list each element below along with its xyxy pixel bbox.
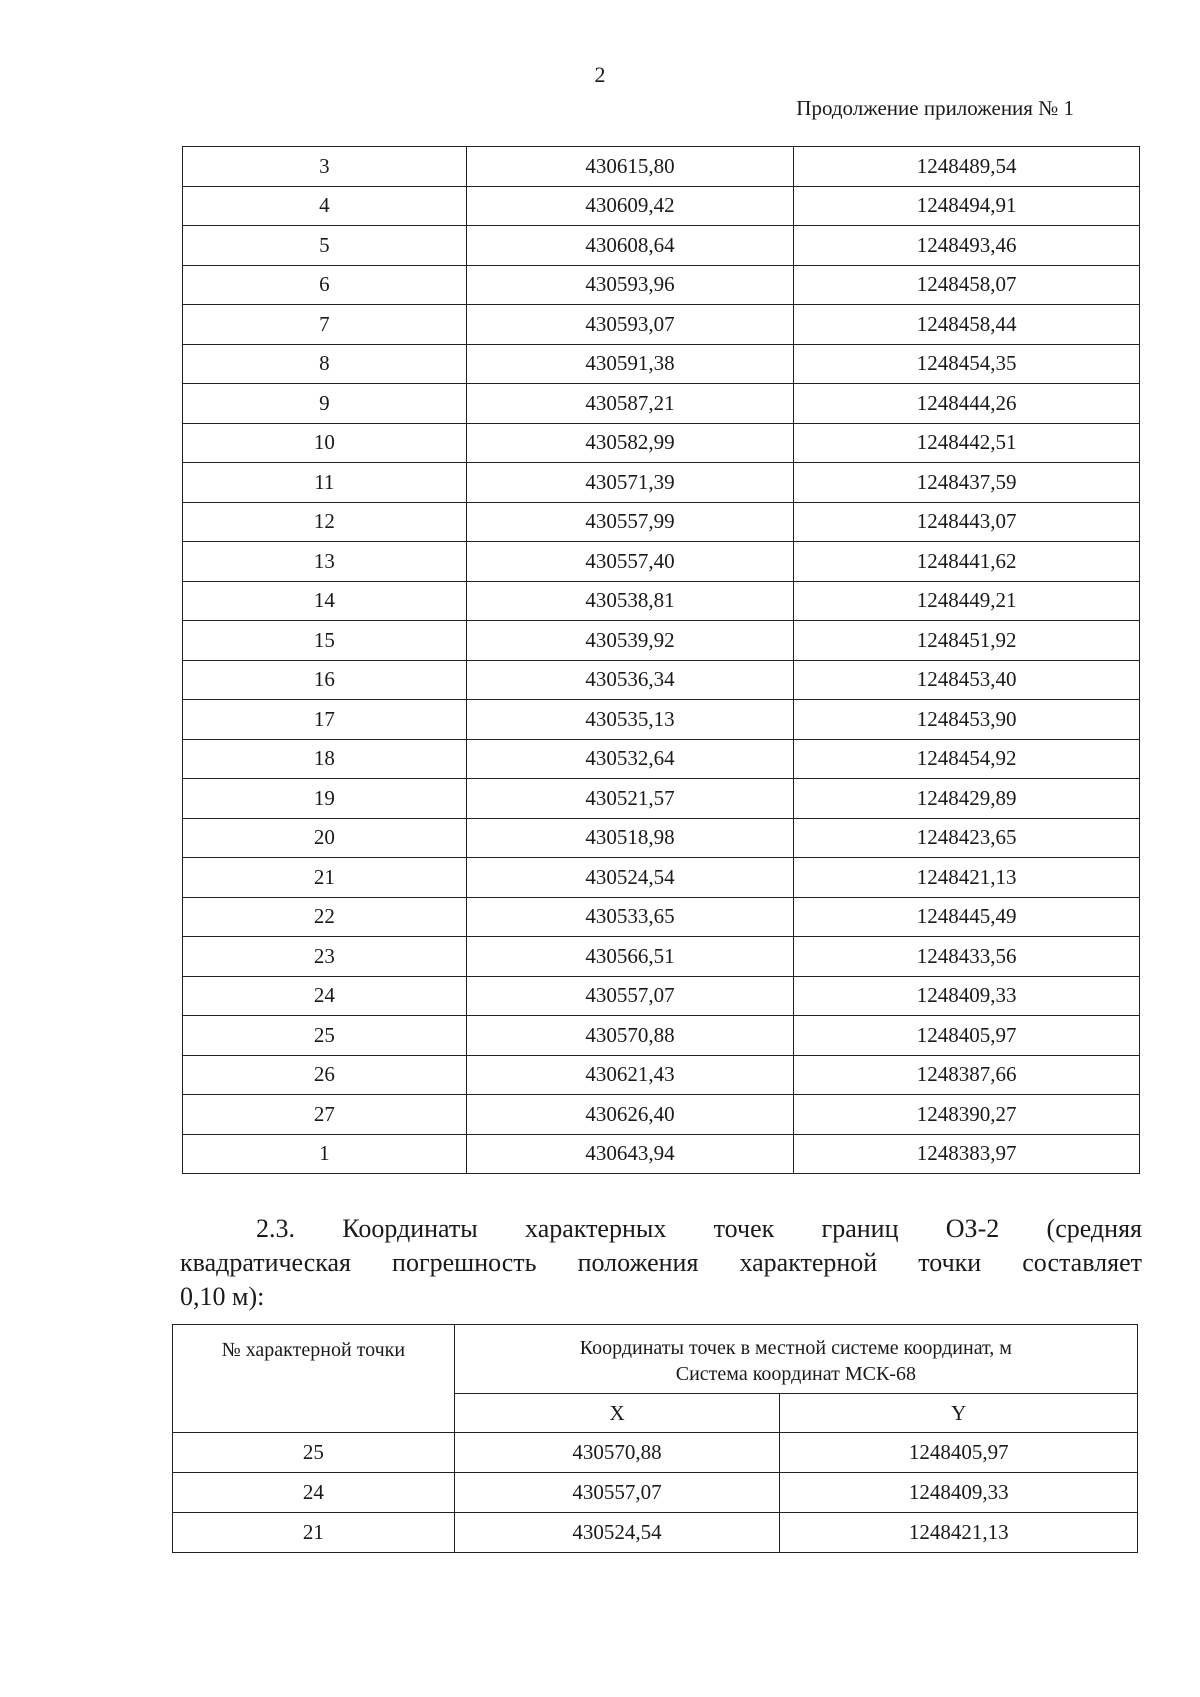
x-coordinate-cell: 430582,99 [466, 423, 794, 463]
table-row [173, 1513, 1138, 1553]
point-number-cell: 17 [183, 700, 467, 740]
point-number-cell: 21 [183, 858, 467, 898]
table-row [173, 1433, 1138, 1473]
y-coordinate-cell: 1248445,49 [794, 897, 1140, 937]
x-coordinate-cell: 430533,65 [466, 897, 794, 937]
point-number-cell: 18 [183, 739, 467, 779]
oz2-coordinates-table [172, 1324, 1138, 1553]
table-row [183, 1016, 1140, 1056]
x-coordinate-cell: 430524,54 [466, 858, 794, 898]
header-coordinates-line2: Система координат МСК-68 [675, 1363, 916, 1385]
point-number-cell: 27 [183, 1095, 467, 1135]
point-number-cell: 11 [183, 463, 467, 503]
x-coordinate-cell: 430524,54 [454, 1513, 780, 1553]
y-coordinate-cell: 1248387,66 [794, 1055, 1140, 1095]
y-coordinate-cell: 1248454,35 [794, 344, 1140, 384]
x-coordinate-cell: 430571,39 [466, 463, 794, 503]
oz2-table-body [173, 1433, 1138, 1553]
table-row [183, 818, 1140, 858]
point-number-cell: 26 [183, 1055, 467, 1095]
table-row [183, 502, 1140, 542]
y-coordinate-cell: 1248444,26 [794, 384, 1140, 424]
y-coordinate-cell: 1248454,92 [794, 739, 1140, 779]
point-number-cell: 7 [183, 305, 467, 345]
y-coordinate-cell: 1248421,13 [794, 858, 1140, 898]
table-row [183, 384, 1140, 424]
point-number-cell: 5 [183, 226, 467, 266]
appendix-continuation-label: Продолжение приложения № 1 [796, 96, 1074, 120]
table-row [183, 976, 1140, 1016]
x-coordinate-cell: 430626,40 [466, 1095, 794, 1135]
section-text-line: 2.3. Координаты характерных точек границ ОЗ-2 (средняя [256, 1214, 1142, 1243]
point-number-cell: 9 [183, 384, 467, 424]
x-coordinate-cell: 430591,38 [466, 344, 794, 384]
y-coordinate-cell: 1248409,33 [780, 1473, 1138, 1513]
table-row [183, 344, 1140, 384]
x-coordinate-cell: 430532,64 [466, 739, 794, 779]
point-number-cell: 22 [183, 897, 467, 937]
x-coordinate-cell: 430536,34 [466, 660, 794, 700]
table-row [183, 739, 1140, 779]
y-coordinate-cell: 1248443,07 [794, 502, 1140, 542]
point-number-cell: 15 [183, 621, 467, 661]
table-row [183, 621, 1140, 661]
y-coordinate-cell: 1248453,40 [794, 660, 1140, 700]
x-coordinate-cell: 430539,92 [466, 621, 794, 661]
table-row [183, 305, 1140, 345]
y-coordinate-cell: 1248437,59 [794, 463, 1140, 503]
header-x: X [454, 1394, 780, 1433]
point-number-cell: 25 [173, 1433, 455, 1473]
x-coordinate-cell: 430518,98 [466, 818, 794, 858]
table-row [183, 226, 1140, 266]
table-row [183, 265, 1140, 305]
y-coordinate-cell: 1248449,21 [794, 581, 1140, 621]
y-coordinate-cell: 1248383,97 [794, 1134, 1140, 1174]
coordinates-table-continued [182, 146, 1140, 1174]
y-coordinate-cell: 1248442,51 [794, 423, 1140, 463]
x-coordinate-cell: 430593,07 [466, 305, 794, 345]
point-number-cell: 4 [183, 186, 467, 226]
x-coordinate-cell: 430608,64 [466, 226, 794, 266]
y-coordinate-cell: 1248409,33 [794, 976, 1140, 1016]
y-coordinate-cell: 1248433,56 [794, 937, 1140, 977]
y-coordinate-cell: 1248493,46 [794, 226, 1140, 266]
x-coordinate-cell: 430643,94 [466, 1134, 794, 1174]
table-row [183, 1055, 1140, 1095]
y-coordinate-cell: 1248390,27 [794, 1095, 1140, 1135]
header-coordinates [454, 1325, 1137, 1394]
table-row [183, 147, 1140, 187]
x-coordinate-cell: 430593,96 [466, 265, 794, 305]
point-number-cell: 13 [183, 542, 467, 582]
table-row [183, 700, 1140, 740]
table-row [183, 423, 1140, 463]
point-number-cell: 24 [183, 976, 467, 1016]
x-coordinate-cell: 430570,88 [466, 1016, 794, 1056]
point-number-cell: 3 [183, 147, 467, 187]
table-row [183, 581, 1140, 621]
x-coordinate-cell: 430587,21 [466, 384, 794, 424]
x-coordinate-cell: 430557,07 [466, 976, 794, 1016]
header-point-number: № характерной точки [173, 1325, 455, 1433]
section-text-line: 0,10 м): [180, 1282, 265, 1311]
x-coordinate-cell: 430609,42 [466, 186, 794, 226]
y-coordinate-cell: 1248405,97 [794, 1016, 1140, 1056]
table-row [173, 1473, 1138, 1513]
table-row [183, 1095, 1140, 1135]
table-row [183, 779, 1140, 819]
y-coordinate-cell: 1248405,97 [780, 1433, 1138, 1473]
y-coordinate-cell: 1248453,90 [794, 700, 1140, 740]
header-y: Y [780, 1394, 1138, 1433]
x-coordinate-cell: 430615,80 [466, 147, 794, 187]
x-coordinate-cell: 430538,81 [466, 581, 794, 621]
section-text-line: квадратическая погрешность положения характерной точки составляет [180, 1248, 1142, 1277]
point-number-cell: 19 [183, 779, 467, 819]
y-coordinate-cell: 1248451,92 [794, 621, 1140, 661]
page-number: 2 [594, 62, 606, 87]
table-row [183, 463, 1140, 503]
y-coordinate-cell: 1248458,44 [794, 305, 1140, 345]
y-coordinate-cell: 1248423,65 [794, 818, 1140, 858]
table-row [183, 542, 1140, 582]
point-number-cell: 1 [183, 1134, 467, 1174]
table-row [183, 897, 1140, 937]
x-coordinate-cell: 430535,13 [466, 700, 794, 740]
section-2-3-paragraph [180, 1212, 1142, 1314]
point-number-cell: 24 [173, 1473, 455, 1513]
x-coordinate-cell: 430557,07 [454, 1473, 780, 1513]
point-number-cell: 8 [183, 344, 467, 384]
y-coordinate-cell: 1248458,07 [794, 265, 1140, 305]
table-row [183, 660, 1140, 700]
x-coordinate-cell: 430621,43 [466, 1055, 794, 1095]
point-number-cell: 16 [183, 660, 467, 700]
x-coordinate-cell: 430557,99 [466, 502, 794, 542]
y-coordinate-cell: 1248441,62 [794, 542, 1140, 582]
point-number-cell: 12 [183, 502, 467, 542]
point-number-cell: 20 [183, 818, 467, 858]
point-number-cell: 21 [173, 1513, 455, 1553]
x-coordinate-cell: 430557,40 [466, 542, 794, 582]
x-coordinate-cell: 430521,57 [466, 779, 794, 819]
y-coordinate-cell: 1248421,13 [780, 1513, 1138, 1553]
table-row [183, 186, 1140, 226]
y-coordinate-cell: 1248429,89 [794, 779, 1140, 819]
x-coordinate-cell: 430566,51 [466, 937, 794, 977]
point-number-cell: 6 [183, 265, 467, 305]
y-coordinate-cell: 1248494,91 [794, 186, 1140, 226]
y-coordinate-cell: 1248489,54 [794, 147, 1140, 187]
header-coordinates-line1: Координаты точек в местной системе координат, м [579, 1337, 1012, 1359]
point-number-cell: 10 [183, 423, 467, 463]
point-number-cell: 14 [183, 581, 467, 621]
point-number-cell: 25 [183, 1016, 467, 1056]
table-row [183, 1134, 1140, 1174]
x-coordinate-cell: 430570,88 [454, 1433, 780, 1473]
table-row [183, 858, 1140, 898]
point-number-cell: 23 [183, 937, 467, 977]
table-row [183, 937, 1140, 977]
coordinates-table-body [183, 147, 1140, 1174]
